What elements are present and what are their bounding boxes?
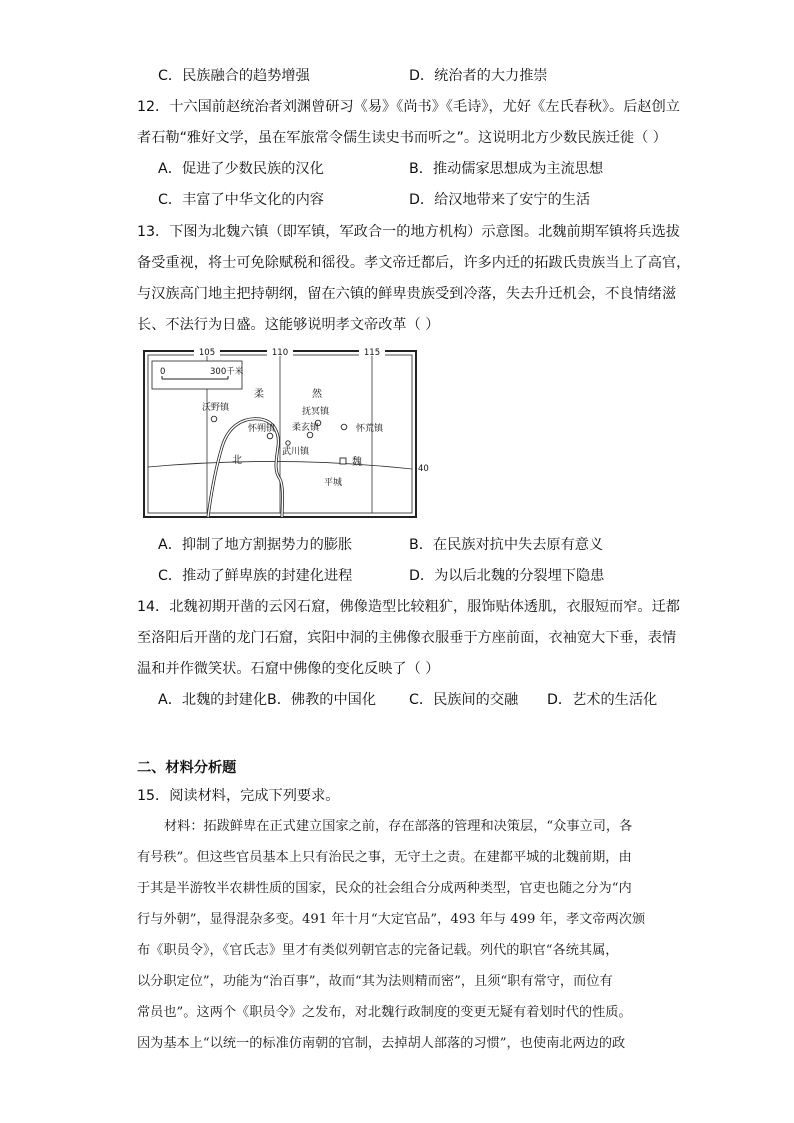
q11-option-d[interactable]: D．统治者的大力推崇 [409, 68, 548, 84]
label-rou: 柔 [254, 389, 264, 400]
q15-material-line-4: 行与外朝”，显得混杂多变。491 年十月“大定官品”，493 年与 499 年，孝文帝两次颁 [137, 912, 646, 927]
label-105: 105 [198, 348, 216, 358]
q14-option-c[interactable]: C．民族间的交融 [409, 692, 519, 708]
q14-stem-line-3: 温和并作微笑状。石窟中佛像的变化反映了（ ） [137, 661, 440, 677]
q12-stem-line-2: 者石勒“雅好文学，虽在军旅常令儒生读史书而听之”。这说明北方少数民族迁徙（ ） [137, 130, 667, 146]
q13-option-c[interactable]: C．推动了鲜卑族的封建化进程 [158, 568, 353, 584]
q14-option-a[interactable]: A．北魏的封建化 [158, 692, 268, 708]
q15-material-line-2: 有号秩”。但这些官员基本上只有治民之事，无守土之责。在建都平城的北魏前期，由 [137, 850, 632, 865]
marker-huaishuo [267, 433, 273, 439]
label-pingcheng: 平城 [324, 478, 343, 488]
label-110: 110 [271, 348, 289, 358]
q14-option-d[interactable]: D．艺术的生活化 [547, 692, 658, 708]
section-title: 二、材料分析题 [137, 760, 237, 776]
q13-stem-line-2: 备受重视，将士可免除赋税和徭役。孝文帝迁都后，许多内迁的拓跋氏贵族当上了高官， [137, 255, 691, 271]
marker-rouxuan [307, 432, 313, 438]
q13-option-a[interactable]: A．抑制了地方割据势力的膨胀 [158, 537, 353, 553]
q15-material-line-1: 材料：拓跋鲜卑在正式建立国家之前，存在部落的管理和决策层，“众事立司，各 [164, 819, 633, 834]
scale-km: 300千米 [210, 367, 244, 377]
label-ran: 然 [312, 389, 322, 400]
q15-material-line-6: 以分职定位”，功能为“治百事”，故而“其为法则精而密”，且须“职有常守，而位有 [137, 974, 613, 989]
q12-stem-line-1: 12．十六国前赵统治者刘渊曾研习《易》《尚书》《毛诗》，尤好《左氏春秋》。后赵创立 [137, 99, 680, 115]
q14-stem-line-1: 14．北魏初期开凿的云冈石窟，佛像造型比较粗犷，服饰贴体透肌，衣服短而窄。迁都 [137, 599, 680, 615]
q13-option-b[interactable]: B．在民族对抗中失去原有意义 [409, 537, 604, 553]
label-bei: 北 [232, 455, 242, 466]
label-wuchuan: 武川镇 [282, 447, 310, 457]
q12-option-d[interactable]: D．给汉地带来了安宁的生活 [409, 192, 591, 208]
marker-wuchuan [286, 441, 290, 445]
q15-material-line-7: 常员也”。这两个《职员令》之发布，对北魏行政制度的变更无疑有着划时代的性质。 [137, 1005, 632, 1020]
q12-option-a[interactable]: A．促进了少数民族的汉化 [158, 161, 324, 177]
q13-stem-line-4: 长、不法行为日盛。这能够说明孝文帝改革（ ） [137, 317, 440, 333]
six-garrisons-map [142, 347, 432, 519]
label-rouxuan: 柔玄镇 [292, 423, 320, 433]
marker-woye [211, 416, 217, 422]
label-115: 115 [363, 348, 381, 358]
q14-option-b[interactable]: B．佛教的中国化 [267, 692, 377, 708]
q15-material-line-5: 布《职员令》，《官氏志》里才有类似列朝官志的完备记载。列代的职官“各统其属， [137, 943, 619, 958]
q13-stem-line-1: 13．下图为北魏六镇（即军镇，军政合一的地方机构）示意图。北魏前期军镇将兵选拔 [137, 224, 680, 240]
label-fuming: 抚冥镇 [302, 407, 330, 417]
label-huaihuang: 怀荒镇 [356, 424, 384, 434]
label-40: 40 [418, 464, 429, 474]
q15-material-line-8: 因为基本上“以统一的标准仿南朝的官制，去掉胡人部落的习惯”，也使南北两边的政 [137, 1036, 626, 1051]
q14-stem-line-2: 至洛阳后开凿的龙门石窟，宾阳中洞的主佛像衣服垂于方座前面，衣袖宽大下垂，表情 [137, 630, 677, 646]
label-woye: 沃野镇 [202, 403, 230, 413]
q15-intro: 15．阅读材料，完成下列要求。 [137, 788, 340, 804]
q11-option-c[interactable]: C．民族融合的趋势增强 [158, 68, 310, 84]
q15-material-line-3: 于其是半游牧半农耕性质的国家，民众的社会组合分成两种类型，官吏也随之分为“内 [137, 881, 632, 896]
label-huaishuo: 怀朔镇 [248, 424, 276, 434]
q12-option-c[interactable]: C．丰富了中华文化的内容 [158, 192, 324, 208]
q12-option-b[interactable]: B．推动儒家思想成为主流思想 [409, 161, 604, 177]
label-wei: 魏 [352, 457, 362, 468]
marker-pingcheng [340, 458, 346, 464]
q13-stem-line-3: 与汉族高门地主把持朝纲，留在六镇的鲜卑贵族受到冷落，失去升迁机会，不良情绪滋 [137, 286, 677, 302]
marker-huaihuang [341, 424, 347, 430]
scale-zero: 0 [160, 367, 166, 377]
q13-option-d[interactable]: D．为以后北魏的分裂埋下隐患 [409, 568, 605, 584]
